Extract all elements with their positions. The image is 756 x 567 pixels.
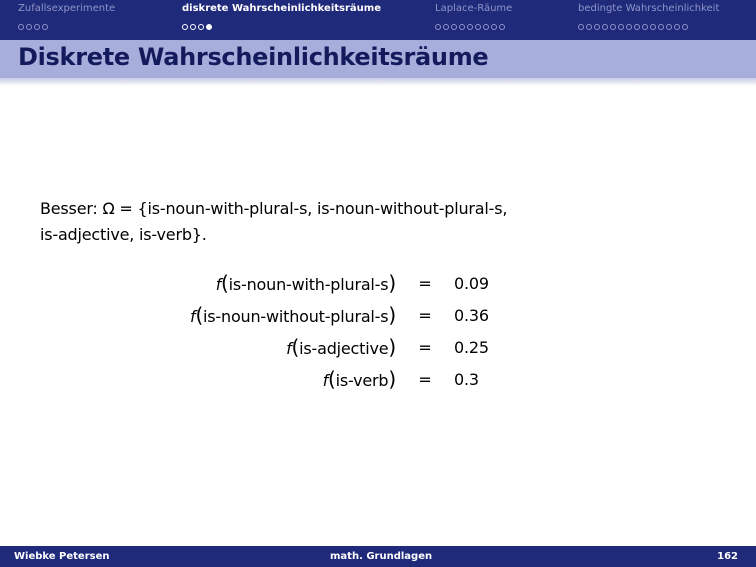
probability-equations — [190, 268, 489, 396]
slide-dot[interactable] — [198, 24, 204, 30]
slide-dot[interactable] — [586, 24, 592, 30]
equals-sign: = — [418, 338, 432, 357]
slide-dot[interactable] — [642, 24, 648, 30]
slide-dot[interactable] — [650, 24, 656, 30]
title-shadow — [0, 78, 756, 86]
slide-dot[interactable] — [666, 24, 672, 30]
sample-space-line-1: Besser: Ω = {is-noun-with-plural-s, is-noun-without-plural-s, — [40, 199, 508, 218]
equation-lhs: f(is-adjective) — [286, 335, 396, 359]
slide-dot[interactable] — [491, 24, 497, 30]
slide-body — [40, 196, 507, 248]
probability-value: 0.36 — [454, 306, 489, 325]
equation-lhs: f(is-noun-without-plural-s) — [190, 303, 396, 327]
slide-dot[interactable] — [674, 24, 680, 30]
equation-row — [190, 300, 489, 332]
slide-dot[interactable] — [467, 24, 473, 30]
slide-dot[interactable] — [682, 24, 688, 30]
slide-dot[interactable] — [459, 24, 465, 30]
slide-dot[interactable] — [610, 24, 616, 30]
slide-dot[interactable] — [451, 24, 457, 30]
nav-dots-zufallsexperimente — [18, 24, 48, 32]
frame-title: Diskrete Wahrscheinlichkeitsräume — [18, 43, 489, 71]
slide-dot[interactable] — [634, 24, 640, 30]
slide-dot[interactable] — [602, 24, 608, 30]
equation-lhs: f(is-verb) — [322, 367, 396, 391]
slide-dot[interactable] — [626, 24, 632, 30]
slide-dot[interactable] — [190, 24, 196, 30]
equals-sign: = — [418, 306, 432, 325]
nav-dots-bedingte — [578, 24, 688, 32]
slide-dot[interactable] — [435, 24, 441, 30]
equals-sign: = — [418, 274, 432, 293]
slide-dot[interactable] — [182, 24, 188, 30]
slide-dot[interactable] — [34, 24, 40, 30]
current-slide-dot[interactable] — [206, 24, 212, 30]
slide-footer — [0, 546, 756, 567]
slide-dot[interactable] — [475, 24, 481, 30]
slide-dot[interactable] — [618, 24, 624, 30]
slide-dot[interactable] — [483, 24, 489, 30]
nav-section-zufallsexperimente[interactable]: Zufallsexperimente — [18, 3, 116, 14]
equation-row — [190, 268, 489, 300]
slide-dot[interactable] — [443, 24, 449, 30]
nav-section-laplace-raeume[interactable]: Laplace-Räume — [435, 3, 513, 14]
sample-space-line-2: is-adjective, is-verb}. — [40, 225, 207, 244]
probability-value: 0.3 — [454, 370, 479, 389]
nav-dots-diskrete — [182, 24, 212, 32]
equals-sign: = — [418, 370, 432, 389]
equation-row — [190, 332, 489, 364]
slide-dot[interactable] — [594, 24, 600, 30]
footer-course: math. Grundlagen — [330, 551, 433, 562]
probability-value: 0.09 — [454, 274, 489, 293]
footer-author: Wiebke Petersen — [14, 551, 110, 562]
nav-section-diskrete-wahrscheinlichkeitsraeume[interactable]: diskrete Wahrscheinlichkeitsräume — [182, 3, 381, 14]
probability-value: 0.25 — [454, 338, 489, 357]
equation-row — [190, 364, 489, 396]
footer-page-number: 162 — [717, 551, 738, 562]
slide-dot[interactable] — [499, 24, 505, 30]
section-navigation-bar — [0, 0, 756, 40]
slide-dot[interactable] — [42, 24, 48, 30]
nav-dots-laplace — [435, 24, 505, 32]
equation-lhs: f(is-noun-with-plural-s) — [215, 271, 396, 295]
slide-dot[interactable] — [18, 24, 24, 30]
slide-dot[interactable] — [26, 24, 32, 30]
slide-dot[interactable] — [578, 24, 584, 30]
nav-section-bedingte-wahrscheinlichkeit[interactable]: bedingte Wahrscheinlichkeit — [578, 3, 720, 14]
slide-dot[interactable] — [658, 24, 664, 30]
